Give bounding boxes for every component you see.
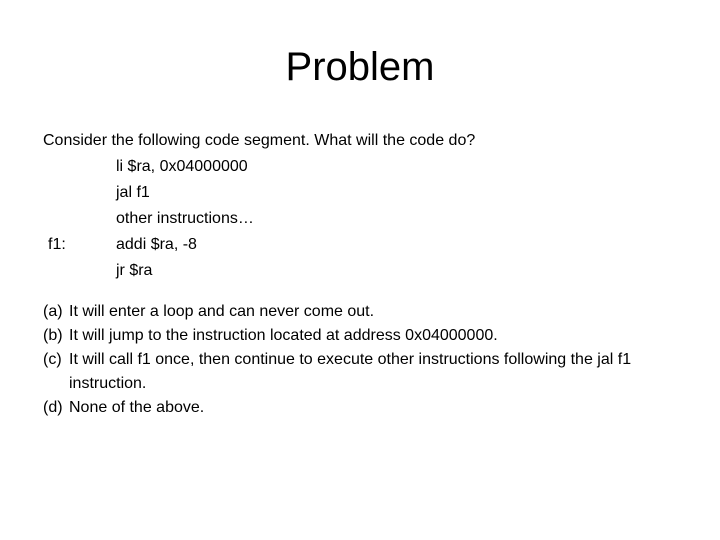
code-label: f1: (48, 236, 66, 253)
code-text: li $ra, 0x04000000 (116, 158, 248, 175)
answer-option (43, 348, 683, 396)
option-text: It will call f1 once, then continue to execute other instructions following the jal f1 instruction. (69, 351, 632, 392)
code-line (43, 154, 683, 180)
code-text: jr $ra (116, 262, 153, 279)
answer-option (43, 396, 683, 420)
code-line (43, 206, 683, 232)
code-text: other instructions… (116, 210, 254, 227)
answer-option (43, 300, 683, 324)
slide-title: Problem (285, 45, 435, 89)
code-line (43, 180, 683, 206)
option-key: (c) (43, 351, 62, 368)
option-key: (b) (43, 327, 63, 344)
option-text: It will jump to the instruction located at address 0x04000000. (69, 327, 498, 344)
option-text: It will enter a loop and can never come out. (69, 303, 375, 320)
question-text: Consider the following code segment. What will the code do? (43, 132, 476, 149)
code-text: jal f1 (116, 184, 150, 201)
code-segment (43, 154, 683, 284)
option-text: None of the above. (69, 399, 205, 416)
option-key: (a) (43, 303, 63, 320)
option-key: (d) (43, 399, 63, 416)
code-line (43, 258, 683, 284)
answer-option (43, 324, 683, 348)
code-text: addi $ra, -8 (116, 236, 197, 253)
slide-body (43, 128, 683, 420)
code-line (43, 232, 683, 258)
answer-options (43, 300, 683, 420)
